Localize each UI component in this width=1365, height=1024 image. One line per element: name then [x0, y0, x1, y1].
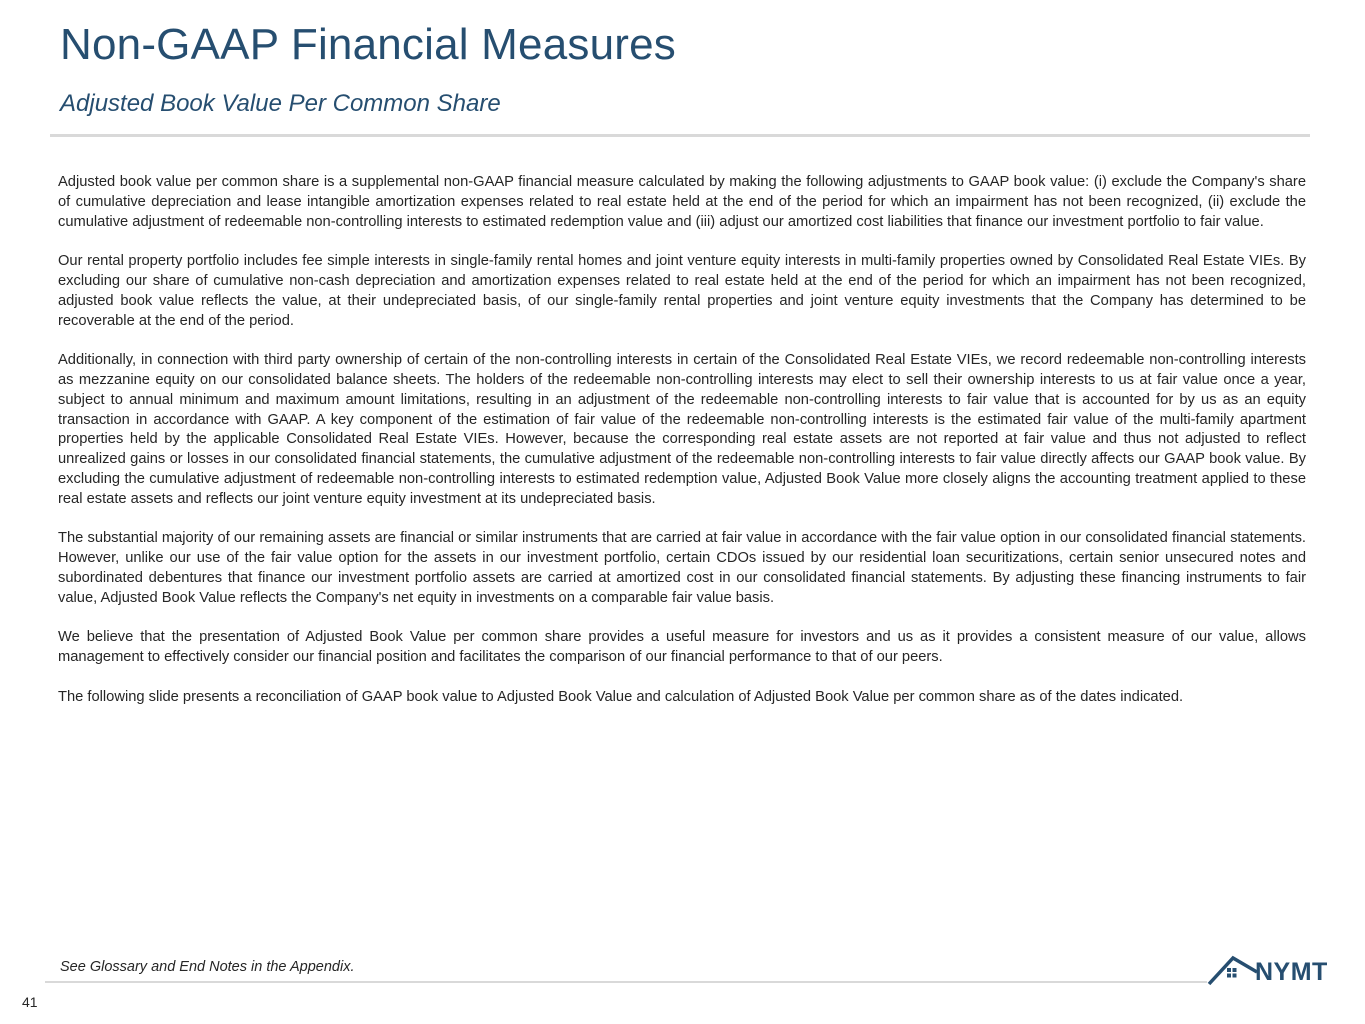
logo-wordmark: NYMT — [1255, 958, 1328, 986]
paragraph-usefulness: We believe that the presentation of Adjusted Book Value per common share provides a useful measure for investors and us as it provides a consistent measure of our value, allows management to effectively consider our financial position and facilitates the comparison of our financial performance to that of our peers. — [58, 629, 1306, 666]
paragraph-financial-instruments: The substantial majority of our remaining assets are financial or similar instruments that are carried at fair value in accordance with the fair value option in our consolidated financial statements. However, unlike our use of the fair value option for the assets in our investment portfolio, certain CDOs issued by our residential loan securitizations, certain senior unsecured notes and subordinated debentures that finance our investment portfolio assets are carried at amortized cost in our consolidated financial statements. By adjusting these financing instruments to fair value, Adjusted Book Value reflects the Company's net equity in investments on a comparable fair value basis. — [58, 530, 1306, 606]
body-text — [58, 173, 1306, 727]
company-logo — [1207, 954, 1345, 988]
page-title: Non-GAAP Financial Measures — [60, 20, 676, 69]
house-roof-icon — [1207, 954, 1257, 988]
page-number: 41 — [22, 994, 38, 1010]
paragraph-reconciliation-note: The following slide presents a reconciliation of GAAP book value to Adjusted Book Value and calculation of Adjusted Book Value per common share as of the dates indicated. — [58, 688, 1184, 705]
page-subtitle: Adjusted Book Value Per Common Share — [60, 90, 501, 117]
header-divider — [50, 134, 1310, 137]
paragraph-non-controlling-interests: Additionally, in connection with third party ownership of certain of the non-controlling interests in certain of the Consolidated Real Estate VIEs, we record redeemable non-controlling interests as mezzanine equity on our consolidated balance sheets. The holders of the redeemable non-controlling interests may elect to sell their ownership interests to us at fair value once a year, subject to annual minimum and maximum amount limitations, resulting in an adjustment of the redeemable non-controlling interests to fair value that is accounted for by us as an equity transaction in accordance with GAAP. A key component of the estimation of fair value of the redeemable non-controlling interests is the estimated fair value of the multi-family apartment properties held by the applicable Consolidated Real Estate VIEs. However, because the corresponding real estate assets are not reported at fair value and thus not adjusted to reflect unrealized gains or losses in our consolidated financial statements, the cumulative adjustment of the redeemable non-controlling interests to fair value directly affects our GAAP book value. By excluding the cumulative adjustment of redeemable non-controlling interests to estimated redemption value, Adjusted Book Value more closely aligns the accounting treatment applied to these real estate assets and reflects our joint venture equity investment at its undepreciated basis. — [58, 352, 1306, 507]
footer-divider — [45, 981, 1207, 983]
paragraph-definition: Adjusted book value per common share is a supplemental non-GAAP financial measure calculated by making the following adjustments to GAAP book value: (i) exclude the Company's share of cumulative depreciation and lease intangible amortization expenses related to real estate held at the end of the period for which an impairment has not been recognized, (ii) exclude the cumulative adjustment of redeemable non-controlling interests to estimated redemption value and (iii) adjust our amortized cost liabilities that finance our investment portfolio to fair value. — [58, 174, 1306, 230]
footnote: See Glossary and End Notes in the Appendix. — [60, 959, 355, 975]
paragraph-rental-portfolio: Our rental property portfolio includes fee simple interests in single-family rental homes and joint venture equity interests in multi-family properties owned by Consolidated Real Estate VIEs. By excluding our share of cumulative non-cash depreciation and amortization expenses related to real estate held at the end of the period for which an impairment has not been recognized, adjusted book value reflects the value, at their undepreciated basis, of our single-family rental properties and joint venture equity investments that the Company has determined to be recoverable at the end of the period. — [58, 253, 1306, 329]
